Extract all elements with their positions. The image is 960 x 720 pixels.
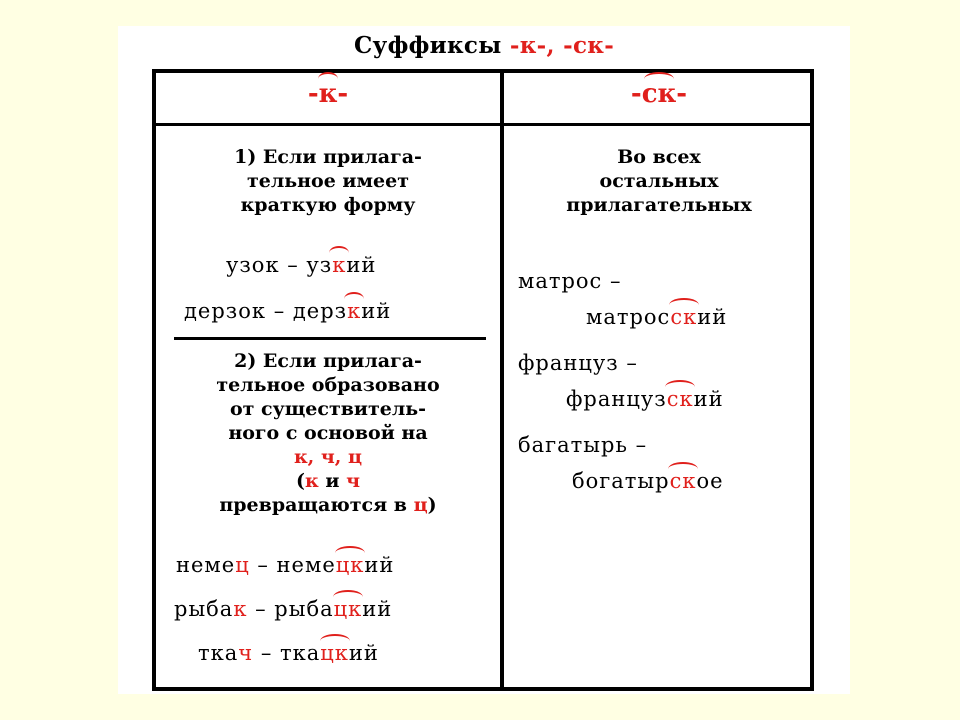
- example-matros: матрос –: [518, 269, 622, 293]
- header-divider: [156, 123, 810, 126]
- column-header-sk: -ск-: [630, 79, 688, 109]
- example-bagatyr: багатырь –: [518, 433, 648, 457]
- rule-2: 2) Если прилага- тельное образовано от существитель- ного с основой на к, ч, ц (к и ч превращаются в ц): [156, 349, 500, 517]
- suffix-hat: к: [318, 79, 338, 109]
- rule-1: 1) Если прилага- тельное имеет краткую форму: [234, 146, 422, 216]
- rule-2-letters: к, ч, ц: [293, 446, 363, 468]
- example-rybatskiy: рыбак – рыбацкий: [174, 597, 393, 621]
- rule-divider: [174, 337, 486, 340]
- example-tkatskiy: ткач – ткацкий: [198, 641, 379, 665]
- suffix-hat: ск: [641, 79, 677, 109]
- page-title: [118, 32, 850, 59]
- rule-2-note: (к и ч: [296, 470, 360, 492]
- suffix-table: [152, 69, 814, 691]
- title-text: Суффиксы: [353, 32, 502, 59]
- rule-2-last: превращаются в ц): [219, 494, 437, 516]
- title-suffixes: -к-, -ск-: [509, 32, 615, 59]
- example-matrosskiy: матросский: [586, 305, 728, 329]
- example-bogatyrskoe: богатырское: [572, 469, 724, 493]
- example-frantsuz: француз –: [518, 351, 638, 375]
- example-nemetskiy: немец – немецкий: [176, 553, 395, 577]
- column-header-k: -к-: [307, 79, 349, 109]
- rule-sheet: [118, 26, 850, 694]
- example-uzkiy: узок – узкий: [226, 253, 377, 277]
- example-frantsuzskiy: французский: [566, 387, 724, 411]
- example-derzkiy: дерзок – дерзкий: [184, 299, 392, 323]
- rule-other: Во всех остальных прилагательных: [566, 146, 752, 216]
